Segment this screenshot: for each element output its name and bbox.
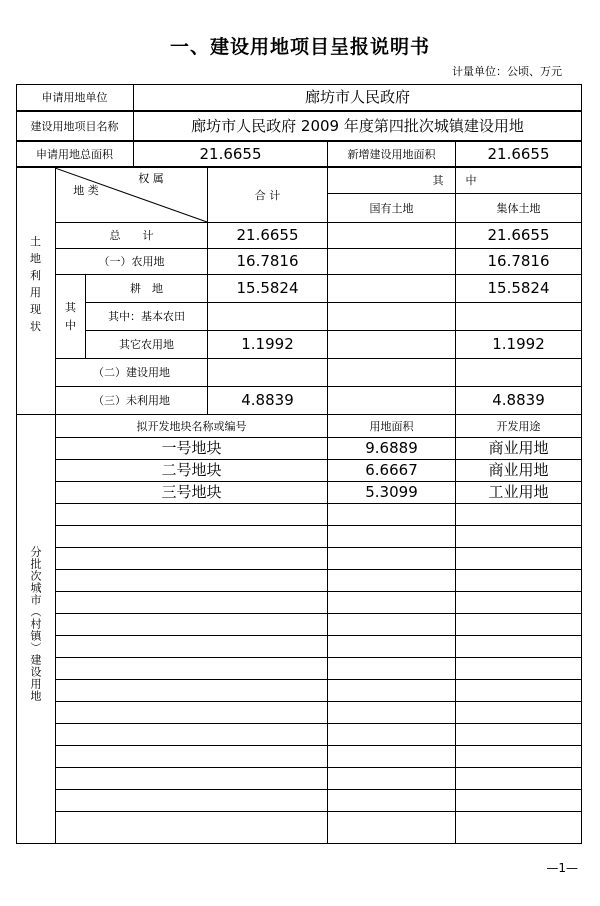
batch-row-1-use: 商业用地 (488, 439, 549, 457)
batch-row-2-use: 商业用地 (488, 461, 549, 479)
diag-top-label: 权 属 (138, 171, 164, 185)
page-title: 一、建设用地项目呈报说明书 (169, 36, 430, 58)
applicant-label: 申请用地单位 (41, 90, 108, 104)
row-unused-label: （三）未利用地 (93, 394, 170, 407)
row-unused-sum: 4.8839 (241, 391, 294, 409)
batch-col-name: 拟开发地块名称或编号 (136, 419, 247, 433)
col-among-header: 其 中 (432, 174, 477, 187)
total-area-label: 申请用地总面积 (36, 147, 113, 161)
row-basic-farmland-sum (208, 303, 327, 330)
row-unused-collective: 4.8839 (492, 391, 545, 409)
row-other-agri-state (328, 331, 455, 358)
row-total-state (328, 223, 455, 248)
col-state-header: 国有土地 (369, 201, 414, 215)
unit-note: 计量单位：公顷、万元 (452, 65, 562, 78)
row-cultivated-label: 耕 地 (130, 282, 163, 295)
batch-row-3-use: 工业用地 (488, 483, 549, 501)
row-agri-collective: 16.7816 (487, 252, 550, 270)
row-basic-farmland-state (328, 303, 455, 330)
batch-row-2-area: 6.6667 (365, 461, 418, 479)
col-collective-header: 集体土地 (496, 201, 541, 215)
row-unused-state (328, 387, 455, 414)
project-label: 建设用地项目名称 (30, 119, 119, 133)
row-total-collective: 21.6655 (487, 226, 550, 244)
batch-side-label: 分批次城市（村镇）建设用地 (29, 546, 42, 702)
report-table (16, 84, 582, 844)
row-construction-state (328, 359, 455, 386)
row-basic-farmland-label: 其中：基本农田 (108, 310, 185, 323)
row-cultivated-sum: 15.5824 (236, 279, 299, 297)
qizhong-label: 其 中 (65, 300, 76, 332)
row-construction-sum (208, 359, 327, 386)
batch-row-1-name: 一号地块 (161, 439, 222, 457)
new-area-label: 新增建设用地面积 (347, 147, 436, 161)
applicant-value: 廊坊市人民政府 (304, 87, 410, 106)
row-other-agri-label: 其它农用地 (119, 338, 174, 351)
row-construction-label: （二）建设用地 (93, 366, 170, 379)
row-basic-farmland-collective (456, 303, 581, 330)
row-construction-collective (456, 359, 581, 386)
row-agri-state (328, 249, 455, 274)
batch-row-3-name: 三号地块 (161, 483, 222, 501)
row-other-agri-collective: 1.1992 (492, 335, 545, 353)
project-value: 廊坊市人民政府 2009 年度第四批次城镇建设用地 (191, 116, 524, 135)
batch-row-1-area: 9.6889 (365, 439, 418, 457)
row-total-sum: 21.6655 (236, 226, 299, 244)
batch-col-area: 用地面积 (369, 419, 414, 433)
batch-row-3-area: 5.3099 (365, 483, 418, 501)
row-agri-label: （一）农用地 (98, 255, 165, 268)
batch-col-use: 开发用途 (496, 419, 541, 433)
diag-bottom-label: 地 类 (73, 183, 99, 197)
new-area-value: 21.6655 (487, 144, 550, 163)
row-cultivated-collective: 15.5824 (487, 279, 550, 297)
col-total-header: 合 计 (254, 188, 281, 202)
land-status-side-label: 土 地 利 用 现 状 (30, 235, 41, 333)
total-area-value: 21.6655 (199, 144, 262, 163)
batch-row-2-name: 二号地块 (161, 461, 222, 479)
row-agri-sum: 16.7816 (236, 252, 299, 270)
row-other-agri-sum: 1.1992 (241, 335, 294, 353)
page-number: —1— (546, 861, 578, 875)
row-cultivated-state (328, 275, 455, 302)
row-total-label: 总 计 (109, 229, 154, 242)
